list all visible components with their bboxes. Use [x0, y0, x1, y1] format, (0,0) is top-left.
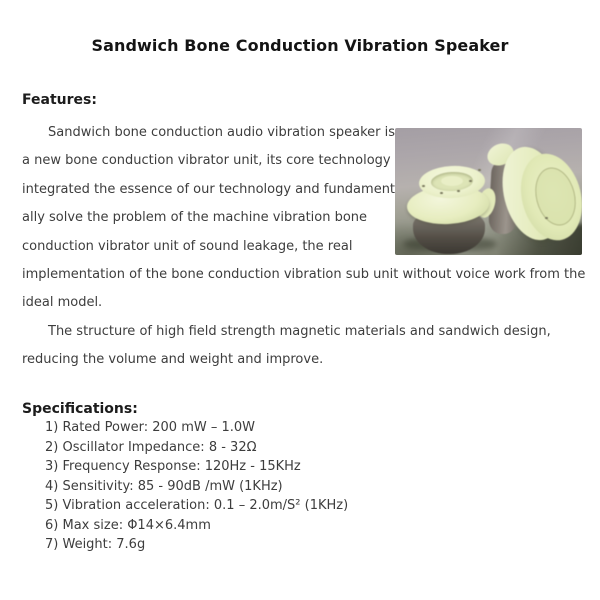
feature-text-line: a new bone conduction vibrator unit, its core technology [22, 153, 391, 169]
spec-item: 6) Max size: Φ14×6.4mm [45, 517, 211, 533]
left-speaker-screw-hole [478, 169, 481, 171]
left-speaker-screw-hole [469, 180, 472, 182]
spec-item: 2) Oscillator Impedance: 8 - 32Ω [45, 439, 257, 455]
right-speaker-screw-hole [545, 217, 548, 219]
specifications-heading: Specifications: [22, 401, 138, 417]
spec-item: 1) Rated Power: 200 mW – 1.0W [45, 420, 256, 435]
product-photo-scene [395, 128, 582, 255]
left-speaker-screw-hole [422, 185, 425, 187]
feature-text-line: conduction vibrator unit of sound leakage, the real [22, 238, 353, 254]
spec-item: 4) Sensitivity: 85 - 90dB /mW (1KHz) [45, 478, 283, 494]
left-speaker-recess-center [441, 176, 463, 186]
spec-item: 3) Frequency Response: 120Hz - 15KHz [45, 459, 301, 474]
feature-text-line: ideal model. [22, 295, 103, 311]
page-title: Sandwich Bone Conduction Vibration Speaker [91, 36, 509, 55]
feature-text-line: integrated the essence of our technology and fundament [22, 181, 396, 197]
left-speaker-screw-hole [440, 192, 443, 194]
feature-text-line: The structure of high field strength magnetic materials and sandwich design, [48, 323, 551, 339]
product-photo [395, 128, 582, 255]
left-speaker-screw-hole [457, 190, 460, 192]
spec-item: 7) Weight: 7.6g [45, 537, 146, 552]
feature-text-line: ally solve the problem of the machine vibration bone [22, 210, 368, 226]
feature-text-line: reducing the volume and weight and improve. [22, 352, 324, 368]
spec-item: 5) Vibration acceleration: 0.1 – 2.0m/S² (1KHz) [45, 498, 349, 513]
feature-text-line: implementation of the bone conduction vibration sub unit without voice work from the [22, 266, 586, 282]
feature-text-line: Sandwich bone conduction audio vibration speaker is [48, 125, 396, 140]
specifications-list [45, 418, 348, 555]
features-heading: Features: [22, 92, 97, 108]
